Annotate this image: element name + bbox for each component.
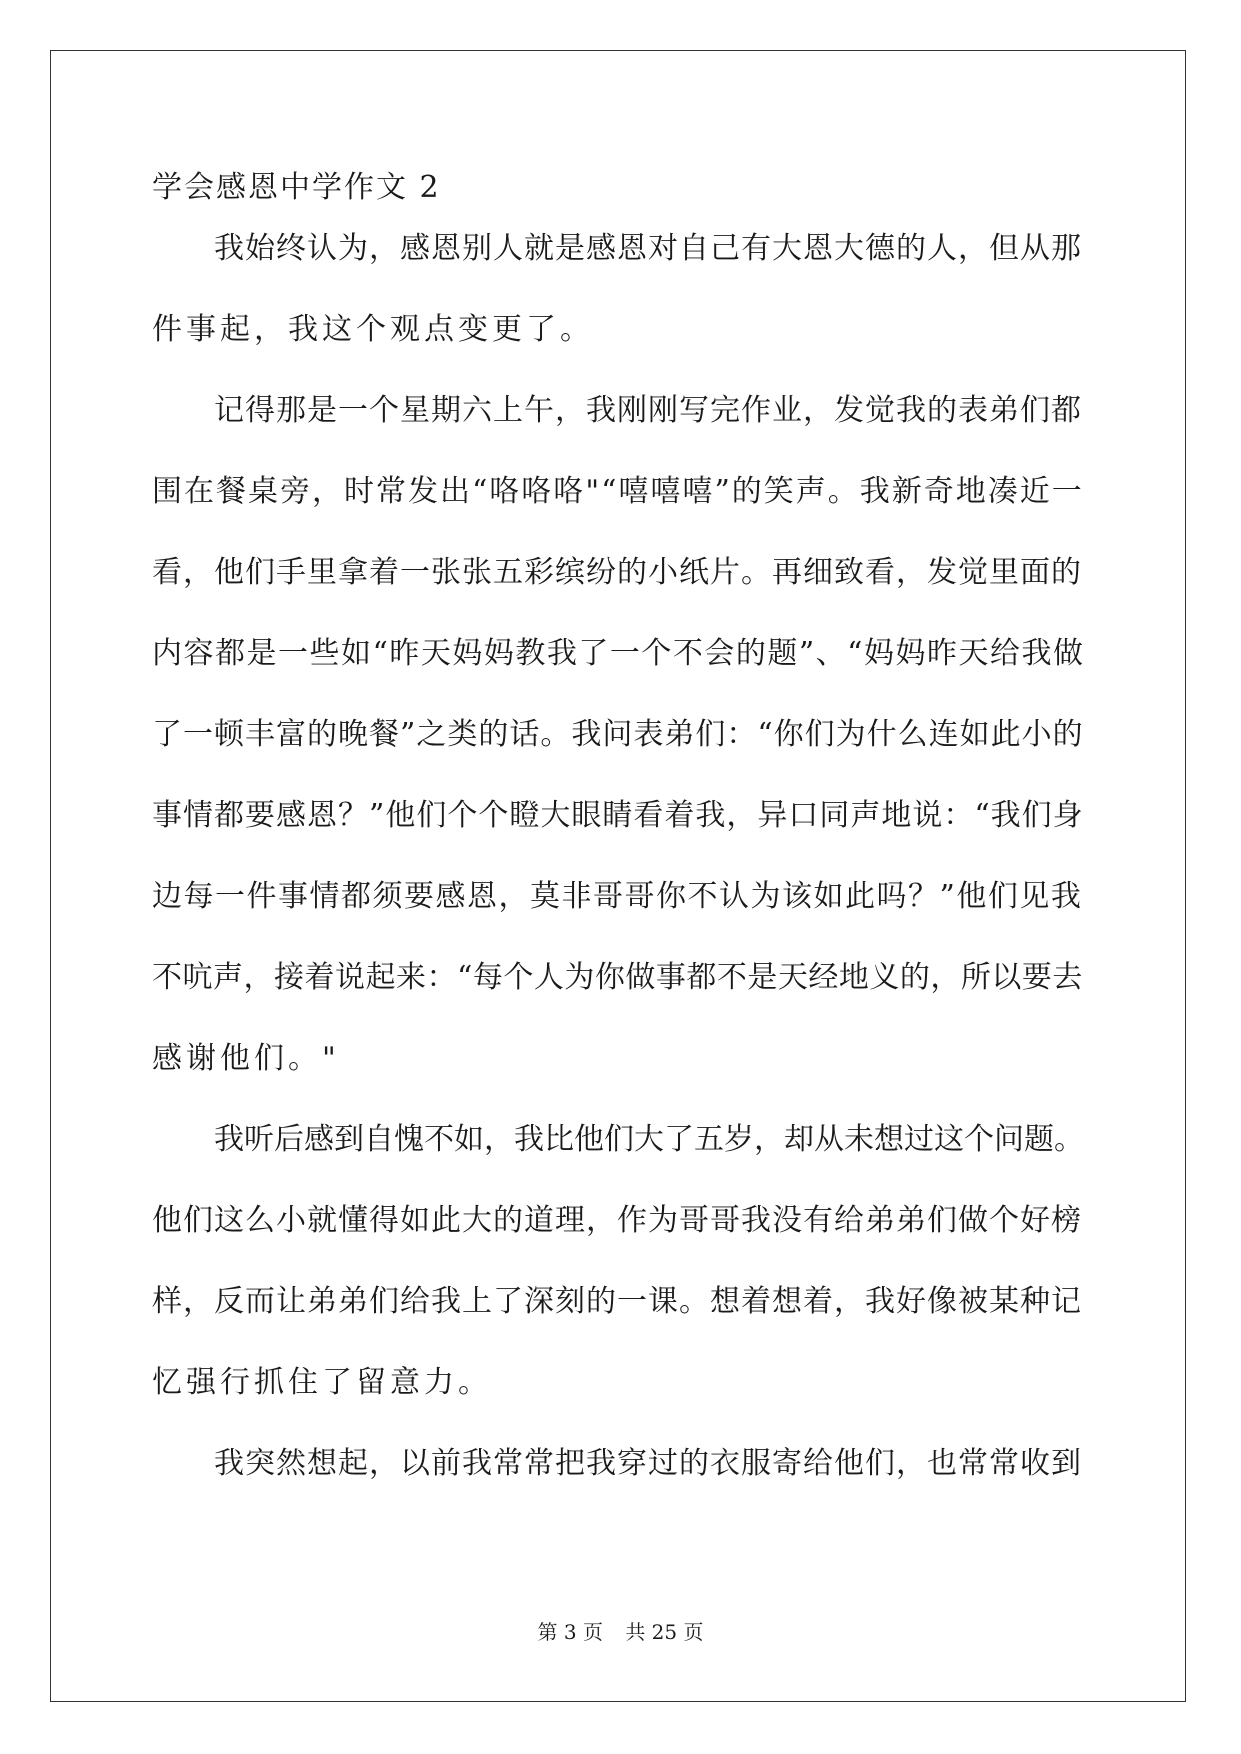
document-title: 学会感恩中学作文 2 [152, 170, 441, 205]
text-line: 样，反而让弟弟们给我上了深刻的一课。想着想着，我好像被某种记 [152, 1284, 1082, 1319]
paragraph-lines [152, 229, 1088, 1484]
page-total: 共 25 页 [625, 1620, 704, 1644]
text-line: 不吭声，接着说起来：“每个人为你做事都不是天经地义的，所以要去 [152, 960, 1083, 995]
page-number: 第 3 页 [537, 1620, 603, 1644]
text-line: 围在餐桌旁，时常发出“咯咯咯"“嘻嘻嘻”的笑声。我新奇地凑近一 [152, 474, 1084, 509]
text-line: 看，他们手里拿着一张张五彩缤纷的小纸片。再细致看，发觉里面的 [152, 555, 1082, 590]
text-line: 了一顿丰富的晚餐”之类的话。我问表弟们：“你们为什么连如此小的 [152, 717, 1084, 752]
text-line: 他们这么小就懂得如此大的道理，作为哥哥我没有给弟弟们做个好榜 [152, 1203, 1082, 1238]
document-body [152, 168, 1088, 1525]
text-line: 我始终认为，感恩别人就是感恩对自己有大恩大德的人，但从那 [214, 231, 1082, 266]
text-line: 件事起，我这个观点变更了。 [152, 312, 594, 347]
text-line: 边每一件事情都须要感恩，莫非哥哥你不认为该如此吗？”他们见我 [152, 879, 1083, 914]
text-line: 我听后感到自愧不如，我比他们大了五岁，却从未想过这个问题。 [214, 1122, 1084, 1157]
text-line: 我突然想起，以前我常常把我穿过的衣服寄给他们，也常常收到 [214, 1446, 1082, 1481]
text-line: 事情都要感恩？”他们个个瞪大眼睛看着我，异口同声地说：“我们身 [152, 798, 1084, 833]
text-line: 内容都是一些如“昨天妈妈教我了一个不会的题”、“妈妈昨天给我做 [152, 636, 1085, 671]
text-line: 记得那是一个星期六上午，我刚刚写完作业，发觉我的表弟们都 [214, 393, 1082, 428]
page-footer [0, 1620, 1241, 1644]
text-line: 感谢他们。" [152, 1041, 340, 1076]
text-line: 忆强行抓住了留意力。 [152, 1365, 492, 1400]
